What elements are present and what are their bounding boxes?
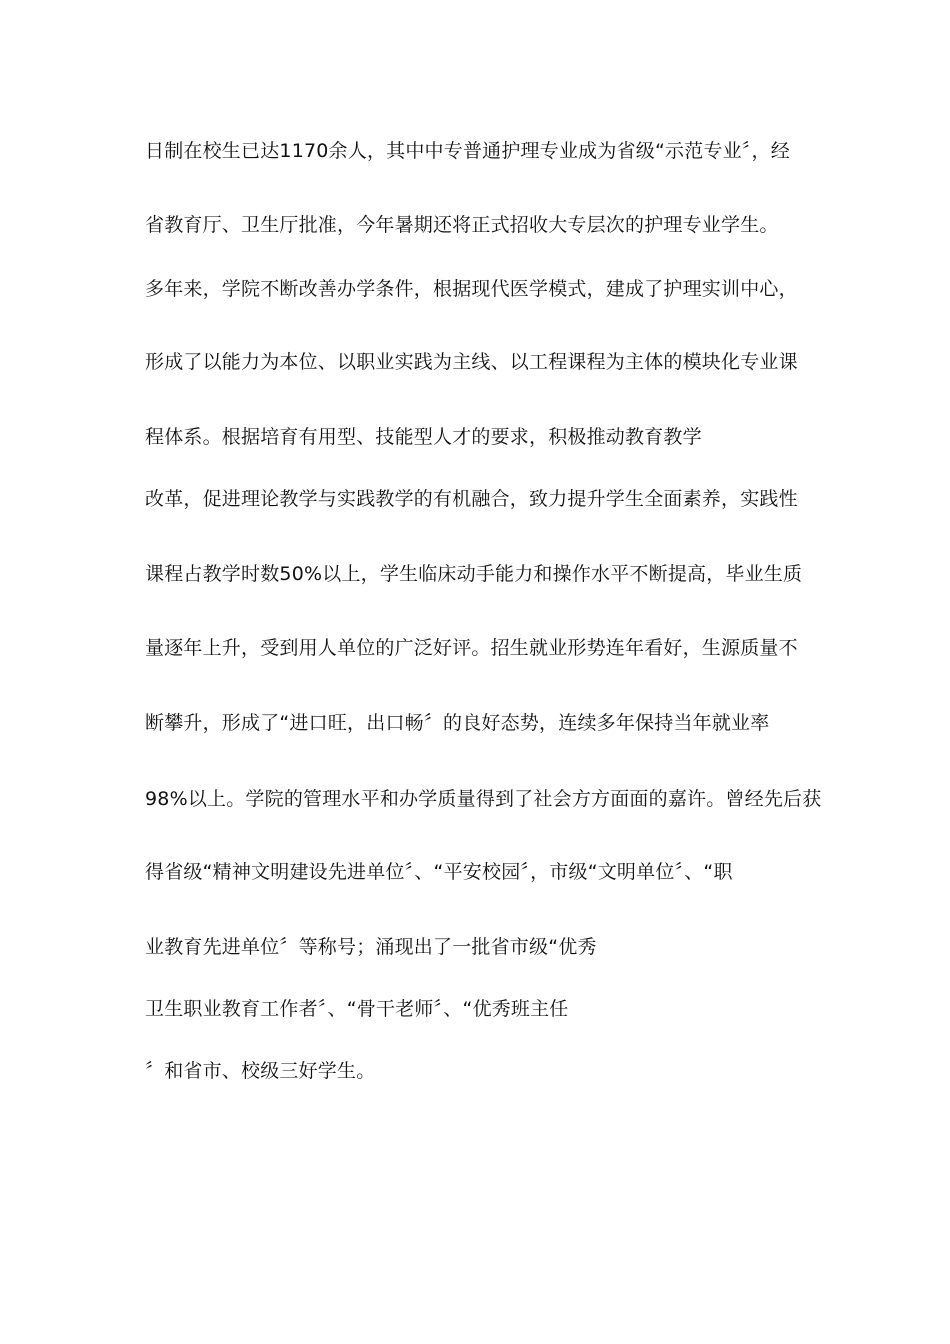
- paragraph-line: 省教育厅、卫生厅批准，今年暑期还将正式招收大专层次的护理专业学生。: [145, 214, 779, 236]
- paragraph-line: 日制在校生已达1170余人，其中中专普通护理专业成为省级“示范专业〞，经: [145, 140, 790, 162]
- paragraph-line: 形成了以能力为本位、以职业实践为主线、以工程课程为主体的模块化专业课: [145, 351, 798, 373]
- paragraph-line: 多年来，学院不断改善办学条件，根据现代医学模式，建成了护理实训中心，: [145, 278, 798, 300]
- paragraph-line: 得省级“精神文明建设先进单位〞、“平安校园〞，市级“文明单位〞、“职: [145, 861, 733, 883]
- paragraph-line: 改革，促进理论教学与实践教学的有机融合，致力提升学生全面素养，实践性: [145, 488, 798, 510]
- paragraph-line: 课程占教学时数50%以上，学生临床动手能力和操作水平不断提高，毕业生质: [145, 563, 803, 585]
- paragraph-line: 业教育先进单位〞等称号；涌现出了一批省市级“优秀: [145, 936, 597, 958]
- paragraph-line: 断攀升，形成了“进口旺，出口畅〞的良好态势，连续多年保持当年就业率: [145, 712, 770, 734]
- paragraph-line: 98%以上。学院的管理水平和办学质量得到了社会方方面面的嘉许。曾经先后获: [145, 788, 822, 810]
- paragraph-line: 程体系。根据培育有用型、技能型人才的要求，积极推动教育教学: [145, 426, 702, 448]
- paragraph-line: 量逐年上升，受到用人单位的广泛好评。招生就业形势连年看好，生源质量不: [145, 637, 798, 659]
- paragraph-line: 〞和省市、校级三好学生。: [145, 1060, 376, 1082]
- paragraph-line: 卫生职业教育工作者〞、“骨干老师〞、“优秀班主任: [145, 998, 569, 1020]
